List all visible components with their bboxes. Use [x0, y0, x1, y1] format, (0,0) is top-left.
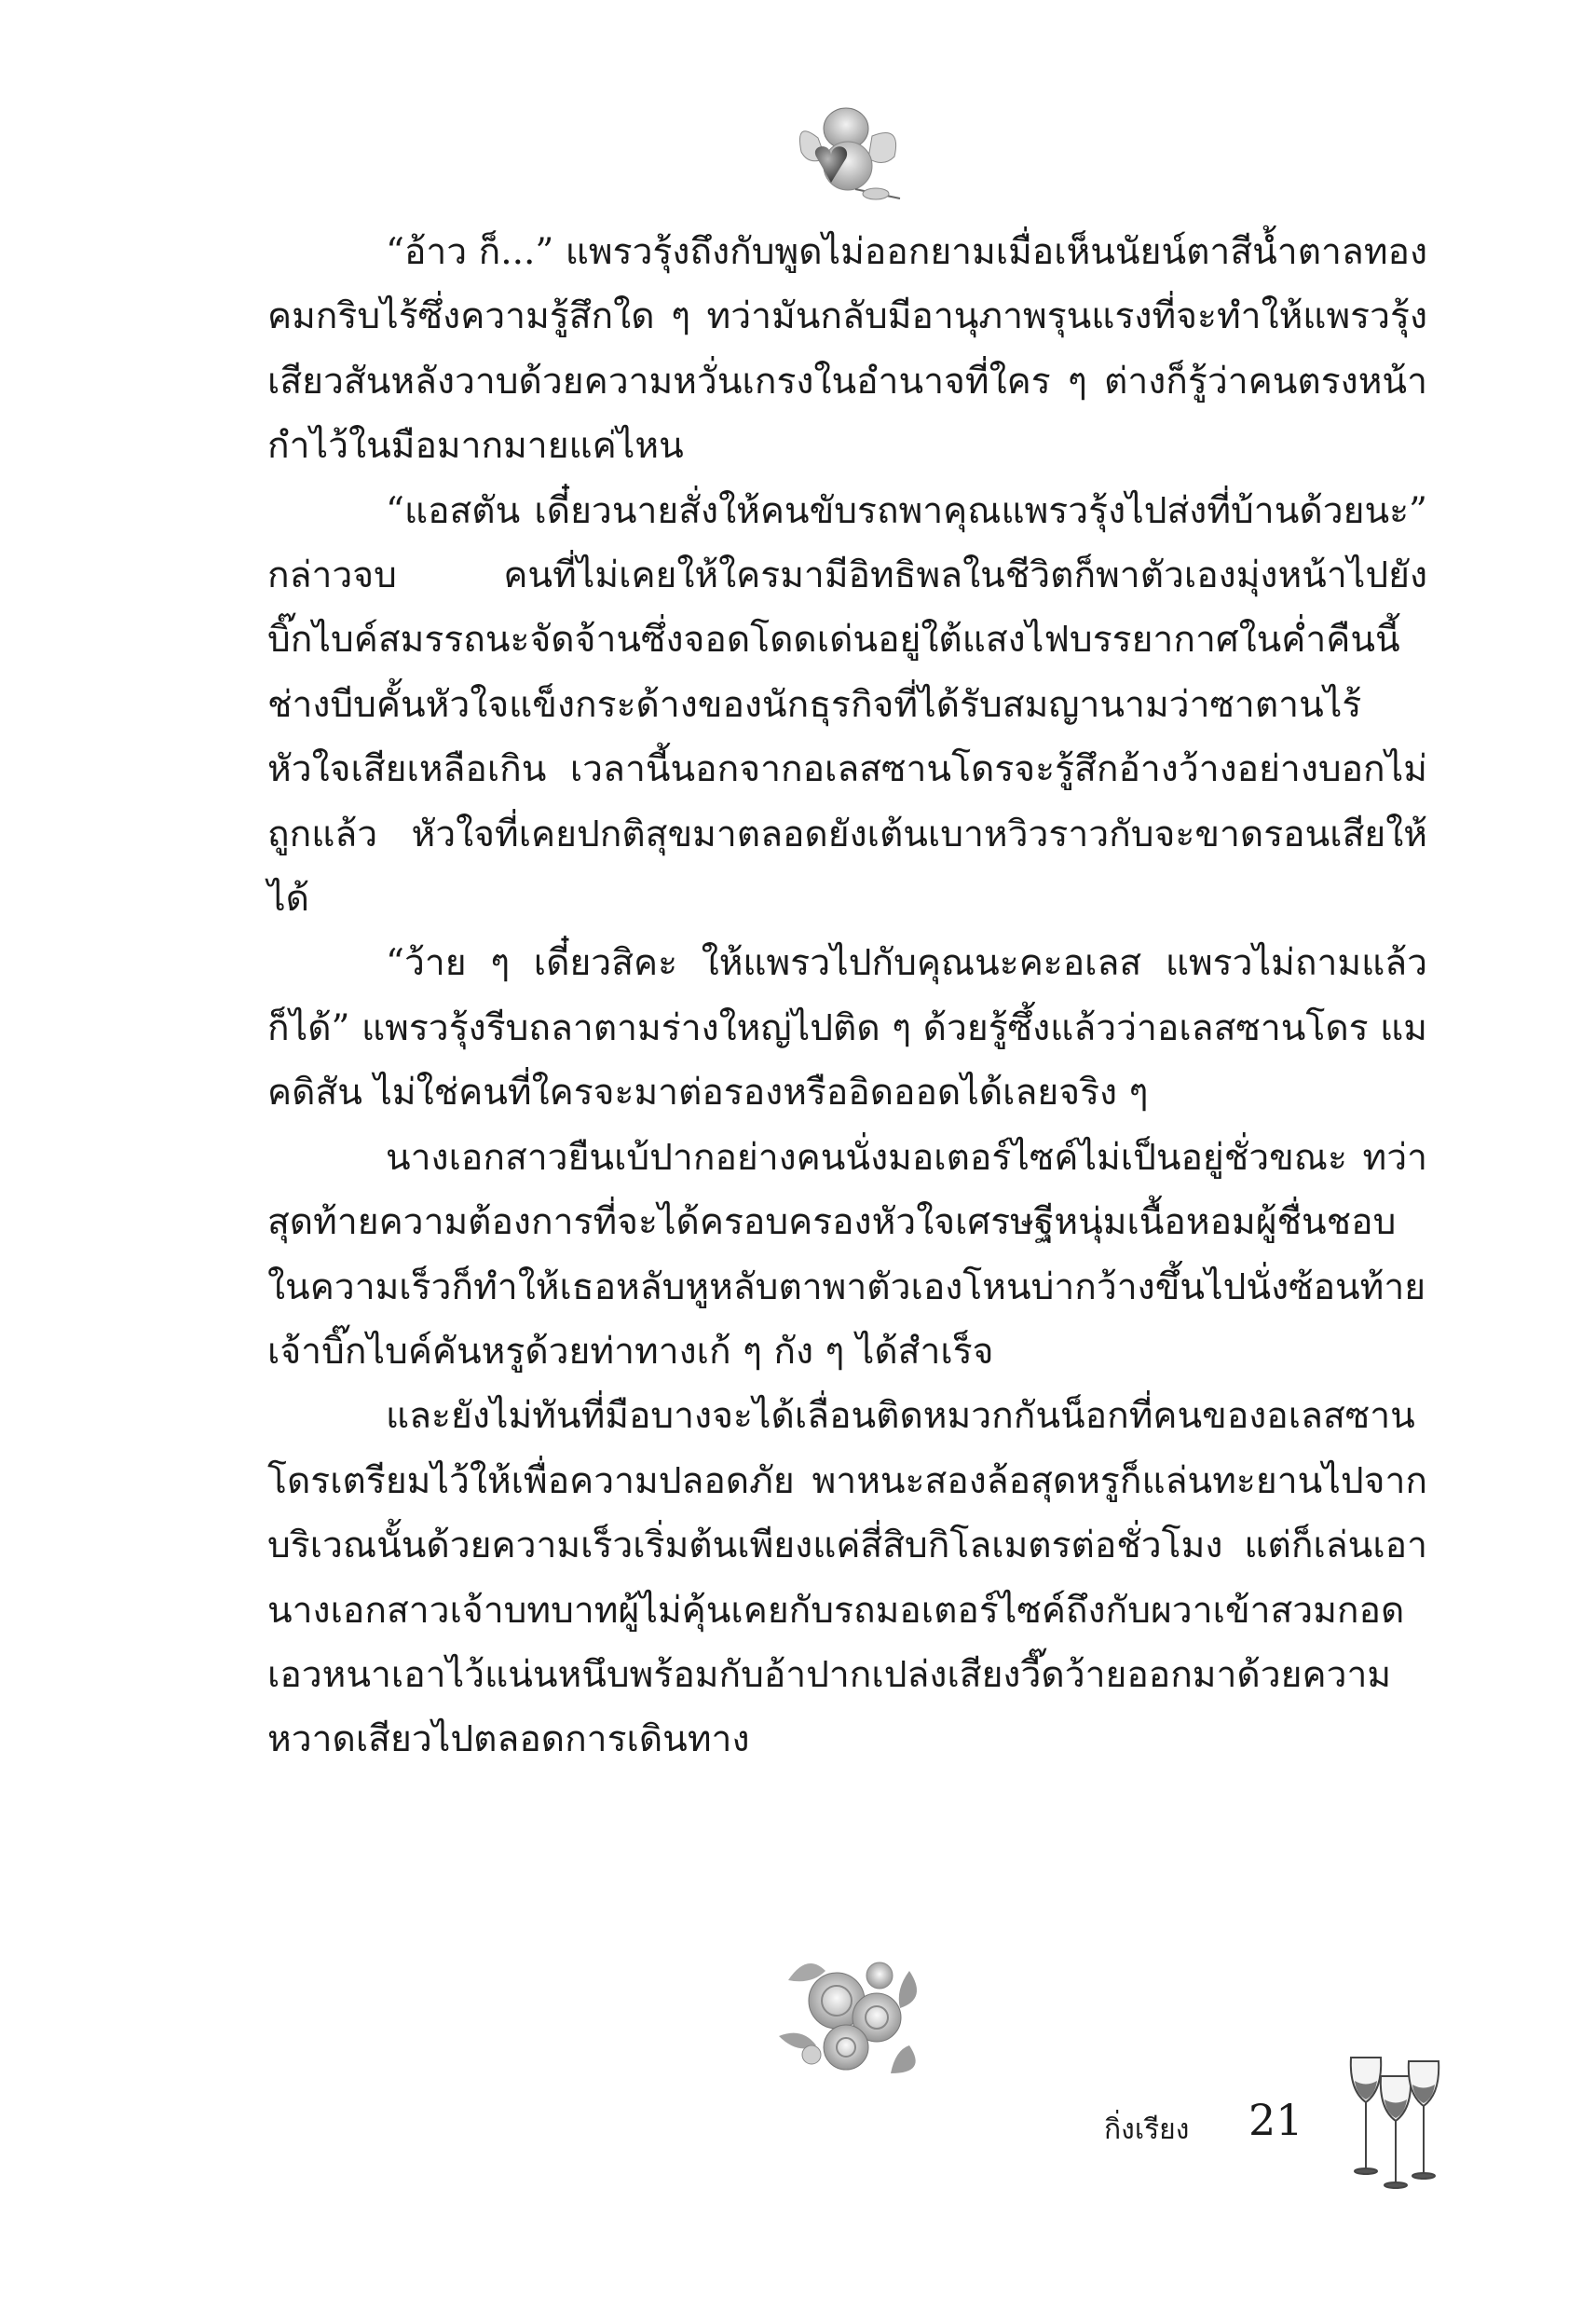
- paragraph: และยังไม่ทันที่มือบางจะได้เลื่อนติดหมวกกันน็อกที่คนของอเลสซานโดรเตรียมไว้ให้เพื่อความปลอดภัย พาหนะสองล้อสุดหรูก็แล่นทะยานไปจากบริเวณนั้นด้วยความเร็วเริ่มต้นเพียงแค่สี่สิบกิโลเมตรต่อชั่วโมง แต่ก็เล่นเอานางเอกสาวเจ้าบทบาทผู้ไม่คุ้นเคยกับรถมอเตอร์ไซค์ถึงกับผวาเข้าสวมกอดเอวหนาเอาไว้แน่นหนึบพร้อมกับอ้าปากเปล่งเสียงวี๊ดว้ายออกมาด้วยความหวาดเสียวไปตลอดการเดินทาง: [267, 1395, 1427, 1761]
- rose-bouquet-icon: [770, 1943, 937, 2092]
- paragraph: “แอสตัน เดี๋ยวนายสั่งให้คนขับรถพาคุณแพรวรุ้งไปส่งที่บ้านด้วยนะ” กล่าวจบ คนที่ไม่เคยให้ใครมามีอิทธิพลในชีวิตก็พาตัวเองมุ่งหน้าไปยังบิ๊กไบค์สมรรถนะจัดจ้านซึ่งจอดโดดเด่นอยู่ใต้แสงไฟบรรยากาศในค่ำคืนนี้ช่างบีบคั้นหัวใจแข็งกระด้างของนักธุรกิจที่ได้รับสมญานามว่าซาตานไร้หัวใจเสียเหลือเกิน เวลานี้นอกจากอเลสซานโดรจะรู้สึกอ้างว้างอย่างบอกไม่ถูกแล้ว หัวใจที่เคยปกติสุขมาตลอดยังเต้นเบาหวิวราวกับจะขาดรอนเสียให้ได้: [267, 489, 1427, 921]
- page-number: 21: [1248, 2095, 1303, 2145]
- paragraph: “ว้าย ๆ เดี๋ยวสิคะ ให้แพรวไปกับคุณนะคะอเลส แพรวไม่ถามแล้วก็ได้” แพรวรุ้งรีบถลาตามร่างใหญ่ไปติด ๆ ด้วยรู้ซึ้งแล้วว่าอเลสซานโดร แมคดิสัน ไม่ใช่คนที่ใครจะมาต่อรองหรืออิดออดได้เลยจริง ๆ: [267, 942, 1427, 1114]
- paragraph: “อ้าว ก็...” แพรวรุ้งถึงกับพูดไม่ออกยามเมื่อเห็นนัยน์ตาสีน้ำตาลทองคมกริบไร้ซึ่งความรู้สึกใด ๆ ทว่ามันกลับมีอานุภาพรุนแรงที่จะทำให้แพรวรุ้งเสียวสันหลังวาบด้วยความหวั่นเกรงในอำนาจที่ใคร ๆ ต่างก็รู้ว่าคนตรงหน้ากำไว้ในมือมากมายแค่ไหน: [267, 231, 1427, 468]
- cupid-heart-icon: [790, 101, 911, 208]
- story-text: [267, 220, 1427, 1772]
- book-title: กิ่งเรียง: [1104, 2113, 1190, 2146]
- wine-glasses-icon: [1344, 2048, 1446, 2197]
- paragraph: นางเอกสาวยืนเบ้ปากอย่างคนนั่งมอเตอร์ไซค์ไม่เป็นอยู่ชั่วขณะ ทว่าสุดท้ายความต้องการที่จะได้ครอบครองหัวใจเศรษฐีหนุ่มเนื้อหอมผู้ชื่นชอบในความเร็วก็ทำให้เธอหลับหูหลับตาพาตัวเองโหนบ่ากว้างขึ้นไปนั่งซ้อนท้ายเจ้าบิ๊กไบค์คันหรูด้วยท่าทางเก้ ๆ กัง ๆ ได้สำเร็จ: [267, 1136, 1427, 1373]
